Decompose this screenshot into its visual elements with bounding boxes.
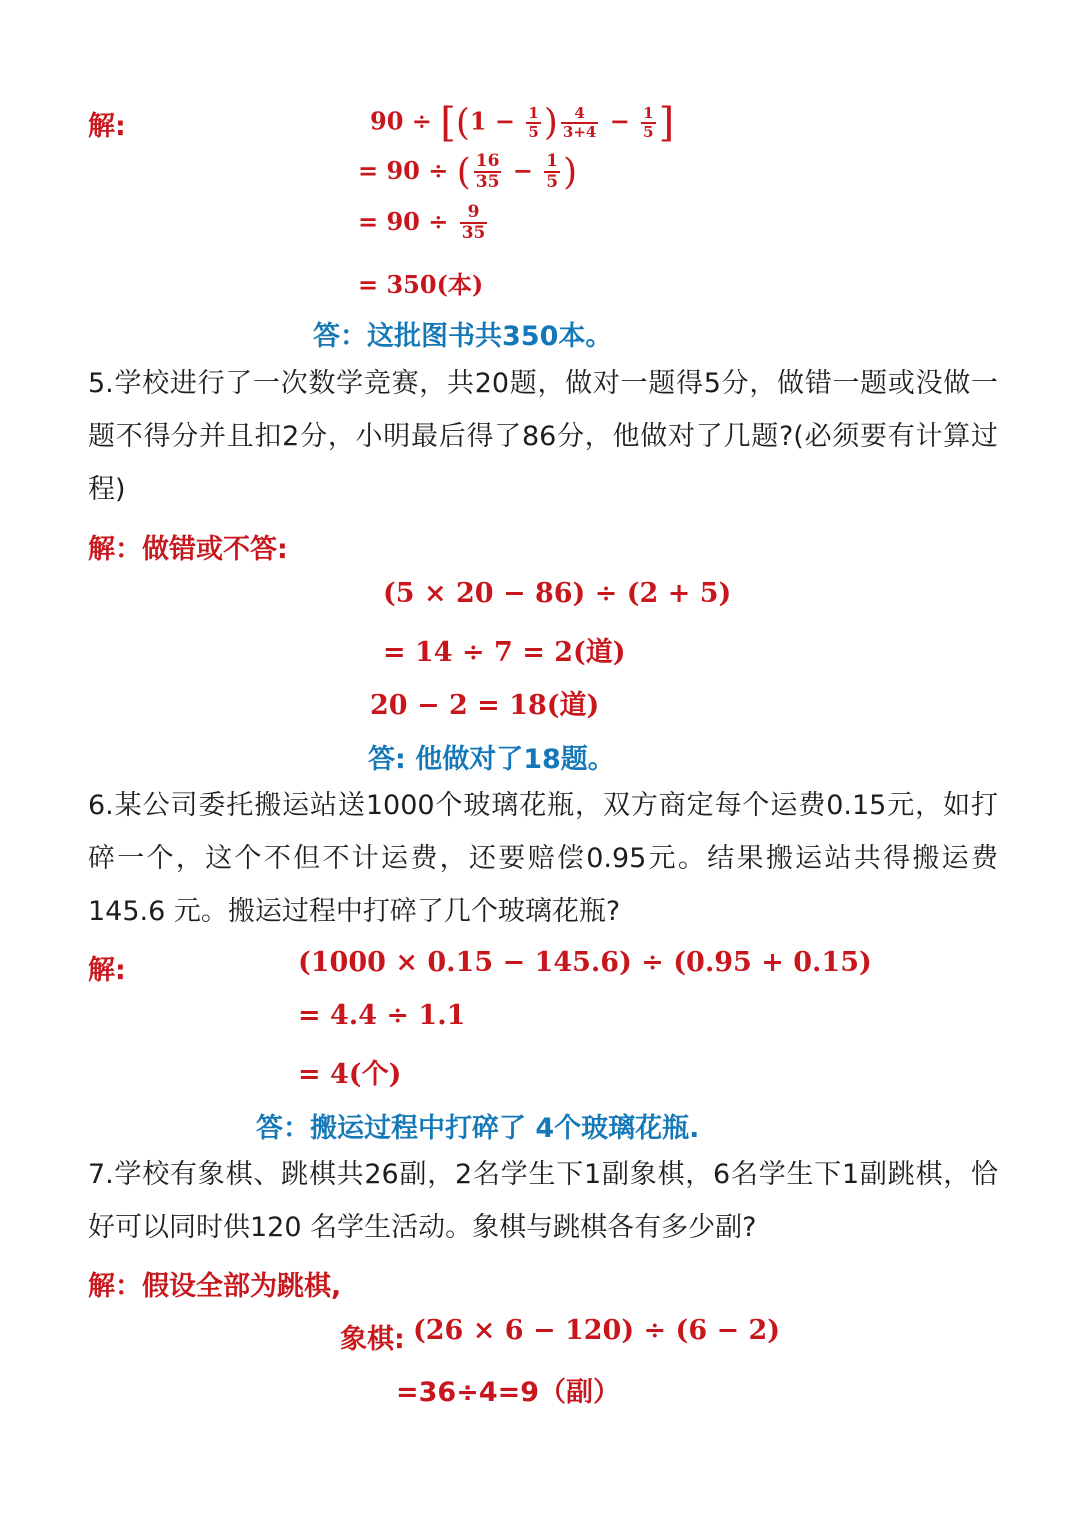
equation-line: 20 − 2 = 18(道) [370,690,600,721]
numerator: 1 [546,151,559,172]
question-5: 5.学校进行了一次数学竞赛，共20题，做对一题得5分，做错一题或没做一题不得分并且扣2分，小明最后得了86分，他做对了几题?(必须要有计算过程) [88,368,998,505]
eq-text: 1 − [469,106,524,136]
paren-close: ) [543,102,558,144]
paren-open: ( [455,102,470,144]
equation-line: = 350(本) [358,270,484,299]
fraction [641,103,655,141]
numerator: 4 [561,106,598,124]
eq-text: = 90 ÷ [358,206,457,236]
question-7: 7.学校有象棋、跳棋共26副，2名学生下1副象棋，6名学生下1副跳棋，恰好可以同时供120 名学生活动。象棋与跳棋各有多少副? [88,1159,998,1243]
numerator: 9 [460,204,488,224]
fraction [526,103,540,141]
question-6: 6.某公司委托搬运站送1000个玻璃花瓶，双方商定每个运费0.15元，如打碎一个，这个不但不计运费，还要赔偿0.95元。结果搬运站共得搬运费145.6 元。搬运过程中打碎了几个玻璃花瓶? [88,790,998,927]
solution-label: 解: [88,111,126,142]
denominator: 35 [475,172,500,193]
eq-text: = 90 ÷ [358,156,457,185]
fraction [544,153,560,192]
equation-line: =36÷4=9（副） [396,1377,621,1408]
eq-text: 90 ÷ [370,106,441,136]
equation-label: 象棋: [340,1324,405,1355]
solution-label: 解: [88,955,126,986]
equation-line: (26 × 6 − 120) ÷ (6 − 2) [413,1315,781,1346]
fraction [561,103,598,141]
equation-line: (1000 × 0.15 − 145.6) ÷ (0.95 + 0.15) [298,947,872,978]
equation-line [358,152,577,193]
denominator: 5 [528,122,539,141]
numerator: 16 [475,151,500,172]
equation-line [358,204,490,243]
equation-line: = 14 ÷ 7 = 2(道) [383,637,626,668]
denominator: 5 [643,122,654,141]
paren-close: ) [563,152,578,193]
equation-line: = 4(个) [298,1059,402,1090]
answer-text: 答：这批图书共350本。 [313,321,613,352]
paren-open: ( [456,152,471,193]
numerator: 1 [643,103,654,122]
eq-text: − [504,156,542,185]
equation-line: (5 × 20 − 86) ÷ (2 + 5) [383,578,732,609]
denominator: 35 [461,222,486,243]
eq-text: − [601,106,639,136]
numerator: 1 [528,103,539,122]
answer-text: 答：搬运过程中打碎了 4个玻璃花瓶. [256,1113,700,1144]
bracket-close: ] [658,100,675,146]
solution-label: 解：做错或不答: [88,534,288,565]
denominator: 5 [546,172,559,193]
fraction [474,153,502,192]
equation-line [370,100,674,146]
answer-text: 答: 他做对了18题。 [368,744,615,775]
equation-line: = 4.4 ÷ 1.1 [298,1000,466,1031]
denominator: 3+4 [562,122,597,141]
fraction [460,204,488,243]
bracket-open: [ [440,100,456,146]
solution-label: 解：假设全部为跳棋, [88,1271,342,1302]
